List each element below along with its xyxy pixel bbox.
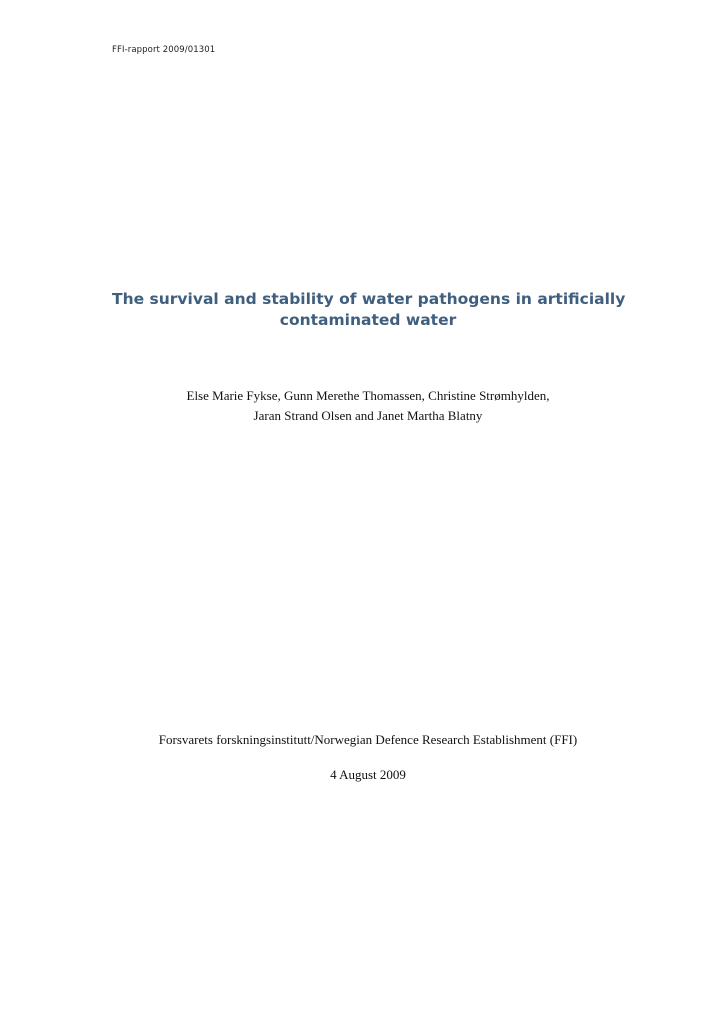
institution-name: Forsvarets forskningsinstitutt/Norwegian Defence Research Establishment (FFI) (158, 732, 578, 747)
publication-date: 4 August 2009 (330, 767, 406, 782)
report-title-line-1: The survival and stability of water pathogens in artificially (112, 290, 626, 308)
report-title-line-2: contaminated water (279, 311, 457, 329)
author-line-2: Jaran Strand Olsen and Janet Martha Blatny (253, 408, 483, 423)
report-id: FFI-rapport 2009/01301 (112, 45, 216, 55)
author-line-1: Else Marie Fykse, Gunn Merethe Thomassen, Christine Strømhylden, (186, 388, 550, 403)
author-list (112, 386, 624, 426)
report-title (112, 289, 624, 331)
